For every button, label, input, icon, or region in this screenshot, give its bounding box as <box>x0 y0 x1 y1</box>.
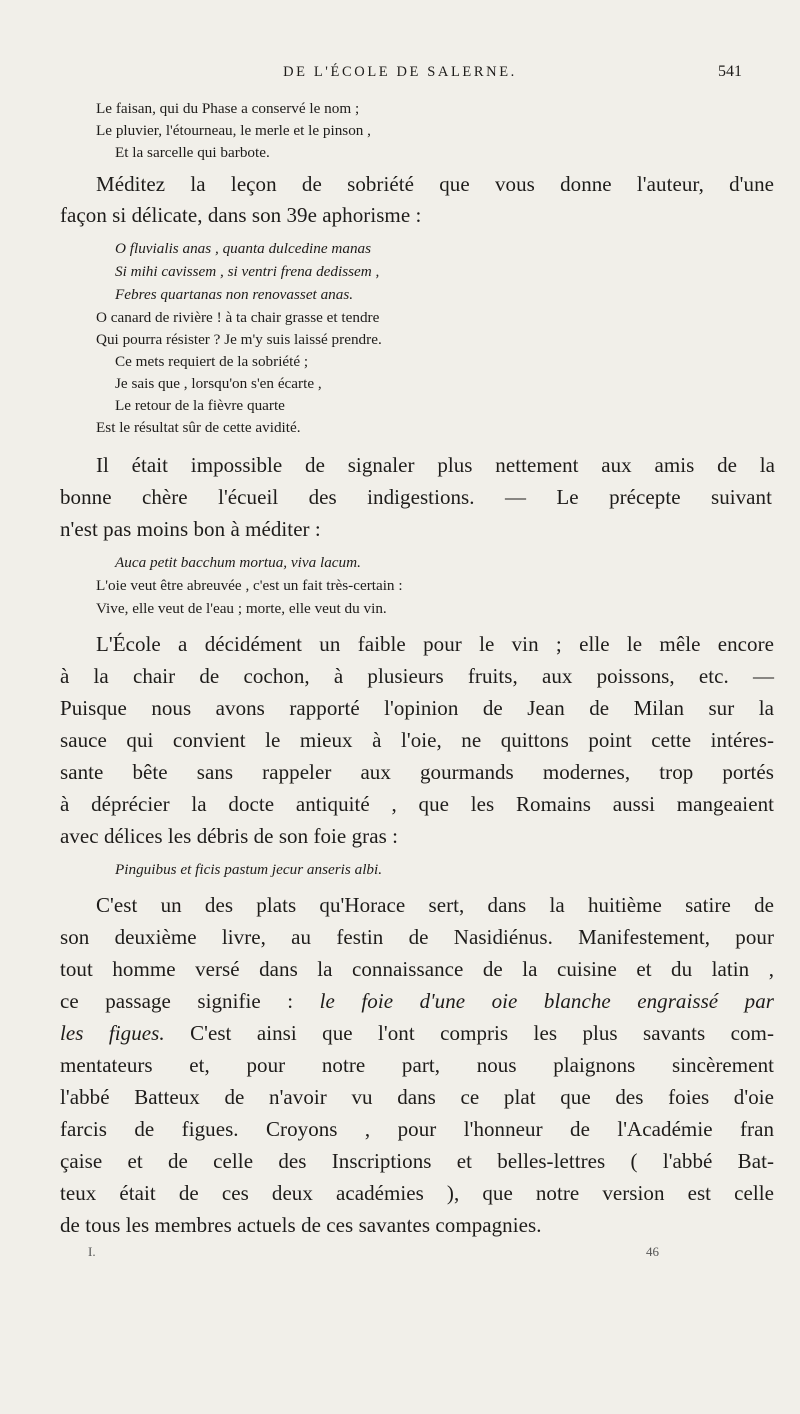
text-line: son deuxième livre, au festin de Nasidiénus. Manifestement, pour <box>60 925 774 949</box>
text-line: sante bête sans rappeler aux gourmands modernes, trop portés <box>60 760 774 784</box>
page-number: 541 <box>718 63 742 80</box>
text-line <box>60 1021 774 1046</box>
verse-line: Je sais que , lorsqu'on s'en écarte , <box>115 375 322 392</box>
latin-line: Febres quartanas non renovasset anas. <box>115 286 354 303</box>
text-line: Méditez la leçon de sobriété que vous donne l'auteur, d'une <box>96 172 774 196</box>
text-line: mentateurs et, pour notre part, nous plaignons sincèrement <box>60 1053 774 1077</box>
italic-translation: les figues. <box>60 1021 165 1045</box>
text-span: C'est ainsi que l'ont compris les plus savants com- <box>164 1021 774 1045</box>
text-line: à déprécier la docte antiquité , que les Romains aussi mangeaient <box>60 792 774 816</box>
text-line: n'est pas moins bon à méditer : <box>60 517 321 541</box>
text-line: bonne chère l'écueil des indigestions. — Le précepte suivant <box>60 485 772 509</box>
verse-line: O canard de rivière ! à ta chair grasse et tendre <box>96 309 380 326</box>
text-line: sauce qui convient le mieux à l'oie, ne quittons point cette intéres- <box>60 728 774 752</box>
verse-line: Est le résultat sûr de cette avidité. <box>96 419 301 436</box>
text-line: avec délices les débris de son foie gras : <box>60 824 398 848</box>
verse-line: L'oie veut être abreuvée , c'est un fait très-certain : <box>96 577 403 594</box>
text-line <box>60 989 774 1014</box>
text-line: de tous les membres actuels de ces savantes compagnies. <box>60 1213 542 1237</box>
verse-line: Vive, elle veut de l'eau ; morte, elle veut du vin. <box>96 600 387 617</box>
running-title: DE L'ÉCOLE DE SALERNE. <box>283 64 517 80</box>
signature-mark: I. <box>88 1244 96 1259</box>
verse-line: Qui pourra résister ? Je m'y suis laissé prendre. <box>96 331 382 348</box>
text-line: l'abbé Batteux de n'avoir vu dans ce plat que des foies d'oie <box>60 1085 774 1109</box>
italic-translation: le foie d'une oie blanche engraissé par <box>319 989 774 1013</box>
latin-line: Auca petit bacchum mortua, viva lacum. <box>115 554 361 571</box>
latin-line: O fluvialis anas , quanta dulcedine manas <box>115 240 372 257</box>
text-span: ce passage signifie : <box>60 989 320 1013</box>
text-line: L'École a décidément un faible pour le vin ; elle le mêle encore <box>96 632 774 656</box>
text-line: Puisque nous avons rapporté l'opinion de Jean de Milan sur la <box>60 696 774 720</box>
verse-line: Et la sarcelle qui barbote. <box>115 144 270 161</box>
latin-line: Pinguibus et ficis pastum jecur anseris albi. <box>115 861 383 878</box>
text-line: farcis de figues. Croyons , pour l'honneur de l'Académie fran <box>60 1117 774 1141</box>
text-line: teux était de ces deux académies ), que notre version est celle <box>60 1181 774 1205</box>
text-line: çaise et de celle des Inscriptions et belles-lettres ( l'abbé Bat- <box>60 1149 774 1173</box>
verse-line: Ce mets requiert de la sobriété ; <box>115 353 309 370</box>
text-line: façon si délicate, dans son 39e aphorisme : <box>60 203 422 227</box>
verse-line: Le retour de la fièvre quarte <box>115 397 285 414</box>
verse-line: Le pluvier, l'étourneau, le merle et le pinson , <box>96 122 371 139</box>
latin-line: Si mihi cavissem , si ventri frena dedissem , <box>115 263 380 280</box>
text-line: C'est un des plats qu'Horace sert, dans la huitième satire de <box>96 893 774 917</box>
verse-line: Le faisan, qui du Phase a conservé le nom ; <box>96 100 360 117</box>
running-head <box>0 62 800 86</box>
text-line: tout homme versé dans la connaissance de la cuisine et du latin , <box>60 957 774 981</box>
text-line: à la chair de cochon, à plusieurs fruits, aux poissons, etc. — <box>60 664 774 688</box>
sheet-number: 46 <box>646 1244 659 1259</box>
text-line: Il était impossible de signaler plus nettement aux amis de la <box>96 453 775 477</box>
